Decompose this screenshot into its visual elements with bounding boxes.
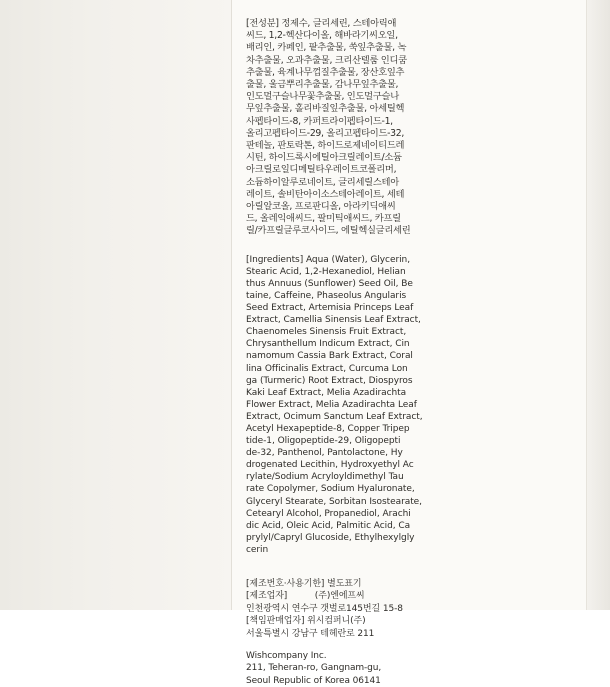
ingredients-korean-block bbox=[246, 18, 566, 238]
background-left-shadow bbox=[0, 0, 232, 610]
ingredients-ko-line: 배리인, 카페인, 팥추출물, 쑥잎추출물, 녹 bbox=[246, 42, 407, 54]
ingredients-ko-line: 출물, 울금뿌리추출물, 감나무잎추출물, bbox=[246, 79, 399, 91]
ingredients-en-line: Glyceryl Stearate, Sorbitan Isostearate, bbox=[246, 496, 422, 507]
ingredients-en-line: ga (Turmeric) Root Extract, Diospyros bbox=[246, 375, 413, 386]
ingredients-en-line: rylate/Sodium Acryloyldimethyl Tau bbox=[246, 472, 404, 483]
ingredients-ko-line: 드, 올레익애씨드, 팔미틱애씨드, 카프릴 bbox=[246, 213, 401, 225]
ingredients-ko-line: 인도멀구슬나무꽃추출물, 인도멀구슬나 bbox=[246, 91, 399, 103]
ingredients-en-line: Cetearyl Alcohol, Propanediol, Arachi bbox=[246, 508, 411, 519]
ingredients-ko-line: 아릴알코올, 프로판디올, 아라키딕애씨 bbox=[246, 201, 396, 213]
ingredients-en-line: dic Acid, Oleic Acid, Palmitic Acid, Ca bbox=[246, 520, 411, 531]
ingredients-en-line: Extract, Ocimum Sanctum Leaf Extract, bbox=[246, 411, 423, 422]
company-en-line: 211, Teheran-ro, Gangnam-gu, bbox=[246, 663, 382, 674]
ingredients-ko-line: 시틴, 하이드록시에틸아크릴레이트/소듐 bbox=[246, 152, 402, 164]
ingredients-en-line: de-32, Panthenol, Pantolactone, Hy bbox=[246, 448, 403, 459]
ingredients-ko-line: 무잎추출물, 홀리바질잎추출물, 아세틸헥 bbox=[246, 103, 405, 115]
ingredients-en-line: Chaenomeles Sinensis Fruit Extract, bbox=[246, 327, 407, 338]
background-right-shadow bbox=[586, 0, 610, 610]
company-en-line: Wishcompany Inc. bbox=[246, 651, 327, 662]
block-spacer bbox=[246, 566, 566, 578]
manufacturer-ko-line: 인천광역시 연수구 갯벌로145번길 15-8 bbox=[246, 603, 403, 614]
manufacturer-ko-line: [책임판매업자] 위시컴퍼니(주) bbox=[246, 616, 366, 627]
ingredients-en-line: lina Officinalis Extract, Curcuma Lon bbox=[246, 363, 408, 374]
ingredients-ko-line: 릴/카프릴글루코사이드, 에틸헥실글리세린 bbox=[246, 225, 411, 237]
company-english-block bbox=[246, 650, 566, 687]
manufacturer-korean-block bbox=[246, 578, 566, 640]
ingredients-ko-line: 추출물, 육계나무껍질추출물, 장산호잎추 bbox=[246, 66, 405, 78]
ingredients-english-block bbox=[246, 254, 566, 556]
ingredients-en-line: tide-1, Oligopeptide-29, Oligopepti bbox=[246, 436, 401, 447]
ingredients-en-line: Stearic Acid, 1,2-Hexanediol, Helian bbox=[246, 266, 406, 277]
ingredients-en-line: drogenated Lecithin, Hydroxyethyl Ac bbox=[246, 460, 414, 471]
label-panel bbox=[232, 0, 586, 686]
ingredients-en-line: Extract, Camellia Sinensis Leaf Extract, bbox=[246, 315, 421, 326]
ingredients-en-line: cerin bbox=[246, 544, 269, 555]
manufacturer-ko-line: 서울특별시 강남구 테헤란로 211 bbox=[246, 628, 375, 639]
ingredients-en-line: thus Annuus (Sunflower) Seed Oil, Be bbox=[246, 278, 413, 289]
ingredients-ko-line: [전성분] 정제수, 글리세린, 스테아릭애 bbox=[246, 18, 397, 29]
ingredients-ko-line: 사펩타이드-8, 카퍼트라이펩타이드-1, bbox=[246, 115, 393, 127]
manufacturer-ko-line: [제조업자] (주)엔에프씨 bbox=[246, 591, 365, 602]
ingredients-en-line: prylyl/Capryl Glucoside, Ethylhexylgly bbox=[246, 532, 415, 543]
ingredients-ko-line: 차추출물, 오과추출물, 크리산텔룸 인디쿰 bbox=[246, 54, 407, 66]
company-en-line: Seoul Republic of Korea 06141 bbox=[246, 675, 381, 686]
ingredients-ko-line: 레이트, 솔비탄아이소스테아레이트, 세테 bbox=[246, 188, 405, 200]
ingredients-en-line: Flower Extract, Melia Azadirachta Leaf bbox=[246, 399, 417, 410]
ingredients-ko-line: 씨드, 1,2-헥산다이올, 해바라기씨오일, bbox=[246, 30, 398, 42]
ingredients-en-line: Kaki Leaf Extract, Melia Azadirachta bbox=[246, 387, 407, 398]
ingredients-ko-line: 판테놀, 판토락톤, 하이드로제네이티드레 bbox=[246, 140, 405, 152]
ingredients-ko-line: 소듐하이알루로네이트, 글리세릴스테아 bbox=[246, 176, 399, 188]
ingredients-en-line: Seed Extract, Artemisia Princeps Leaf bbox=[246, 303, 414, 314]
ingredients-en-line: rate Copolymer, Sodium Hyaluronate, bbox=[246, 484, 415, 495]
label-right-edge bbox=[586, 0, 587, 610]
ingredients-en-line: namomum Cassia Bark Extract, Coral bbox=[246, 351, 413, 362]
manufacturer-ko-line: [제조번호·사용기한] 별도표기 bbox=[246, 579, 362, 589]
ingredients-en-line: Acetyl Hexapeptide-8, Copper Tripep bbox=[246, 423, 410, 434]
ingredients-ko-line: 아크릴로일디메틸타우레이트코폴리머, bbox=[246, 164, 397, 176]
ingredients-en-line: taine, Caffeine, Phaseolus Angularis bbox=[246, 290, 407, 301]
ingredients-en-line: [Ingredients] Aqua (Water), Glycerin, bbox=[246, 254, 411, 265]
ingredients-en-line: Chrysanthellum Indicum Extract, Cin bbox=[246, 339, 410, 350]
ingredients-ko-line: 올리고펩타이드-29, 올리고펩타이드-32, bbox=[246, 127, 405, 139]
